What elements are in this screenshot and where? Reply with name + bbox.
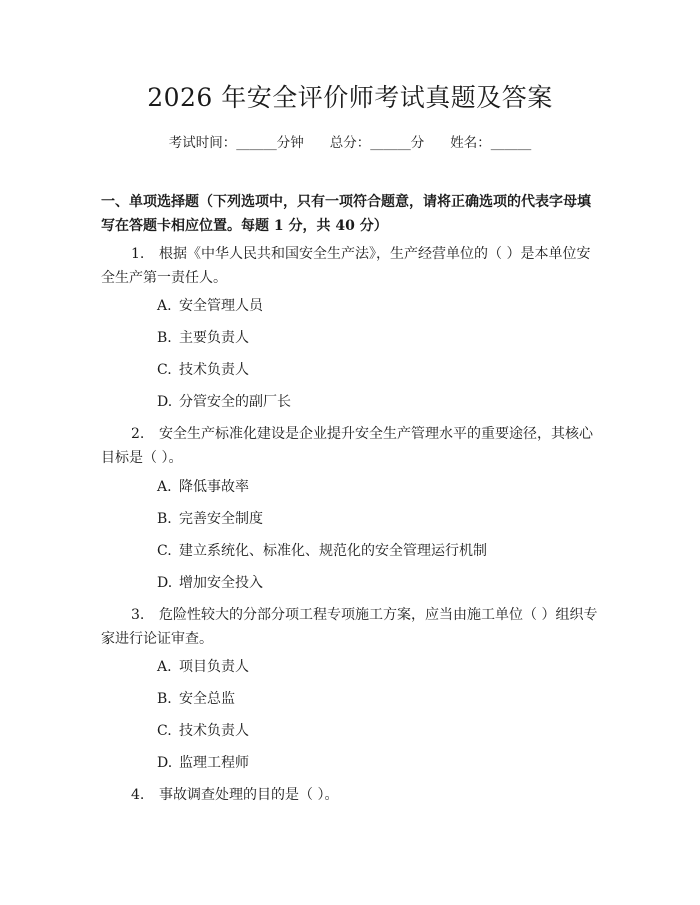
question-2-option-c (157, 541, 487, 561)
option-letter: B. (157, 511, 172, 527)
question-3 (101, 603, 601, 651)
option-letter: C. (157, 723, 172, 739)
option-letter: D. (157, 755, 173, 771)
question-number: 1. (131, 246, 145, 262)
question-number: 3. (131, 607, 145, 623)
option-letter: B. (157, 330, 172, 346)
question-1-option-c (157, 360, 249, 380)
option-text: 分管安全的副厂长 (179, 394, 291, 410)
question-3-option-c (157, 721, 249, 741)
option-letter: C. (157, 362, 172, 378)
option-text: 增加安全投入 (179, 575, 263, 591)
option-letter: A. (157, 298, 172, 314)
section-heading: 一、单项选择题（下列选项中，只有一项符合题意，请将正确选项的代表字母填写在答题卡相应位置。每题 1 分，共 40 分） (101, 194, 591, 234)
question-text: 根据《中华人民共和国安全生产法》，生产经营单位的（ ）是本单位安全生产第一责任人。 (101, 246, 591, 286)
option-text: 降低事故率 (179, 479, 249, 495)
exam-meta (0, 131, 700, 151)
question-text: 安全生产标准化建设是企业提升安全生产管理水平的重要途径，其核心目标是（ ）。 (101, 426, 593, 466)
total-score-field: 总分：______分 (329, 135, 425, 151)
option-letter: A. (157, 479, 172, 495)
page-title: 2026 年安全评价师考试真题及答案 (147, 83, 553, 112)
question-4 (101, 783, 601, 807)
question-3-option-b (157, 689, 235, 709)
question-number: 2. (131, 426, 145, 442)
option-text: 安全总监 (179, 691, 235, 707)
option-letter: B. (157, 691, 172, 707)
question-2-option-a (157, 477, 249, 497)
question-2-option-b (157, 509, 263, 529)
question-3-option-a (157, 657, 249, 677)
option-letter: D. (157, 575, 173, 591)
option-text: 完善安全制度 (179, 511, 263, 527)
question-1 (101, 242, 601, 290)
option-letter: D. (157, 394, 173, 410)
question-text: 危险性较大的分部分项工程专项施工方案，应当由施工单位（ ）组织专家进行论证审查。 (101, 607, 598, 647)
name-field: 姓名：______ (450, 135, 532, 151)
question-1-option-d (157, 392, 291, 412)
option-text: 主要负责人 (179, 330, 249, 346)
option-text: 安全管理人员 (179, 298, 263, 314)
question-1-option-b (157, 328, 249, 348)
option-text: 项目负责人 (179, 659, 249, 675)
option-letter: C. (157, 543, 172, 559)
option-text: 监理工程师 (179, 755, 249, 771)
option-text: 建立系统化、标准化、规范化的安全管理运行机制 (179, 543, 487, 559)
question-number: 4. (131, 787, 145, 803)
question-1-option-a (157, 296, 263, 316)
question-text: 事故调查处理的目的是（ ）。 (159, 787, 339, 803)
option-text: 技术负责人 (179, 723, 249, 739)
question-3-option-d (157, 753, 249, 773)
exam-time-field: 考试时间：______分钟 (168, 135, 304, 151)
option-letter: A. (157, 659, 172, 675)
question-2 (101, 422, 601, 470)
option-text: 技术负责人 (179, 362, 249, 378)
question-2-option-d (157, 573, 263, 593)
